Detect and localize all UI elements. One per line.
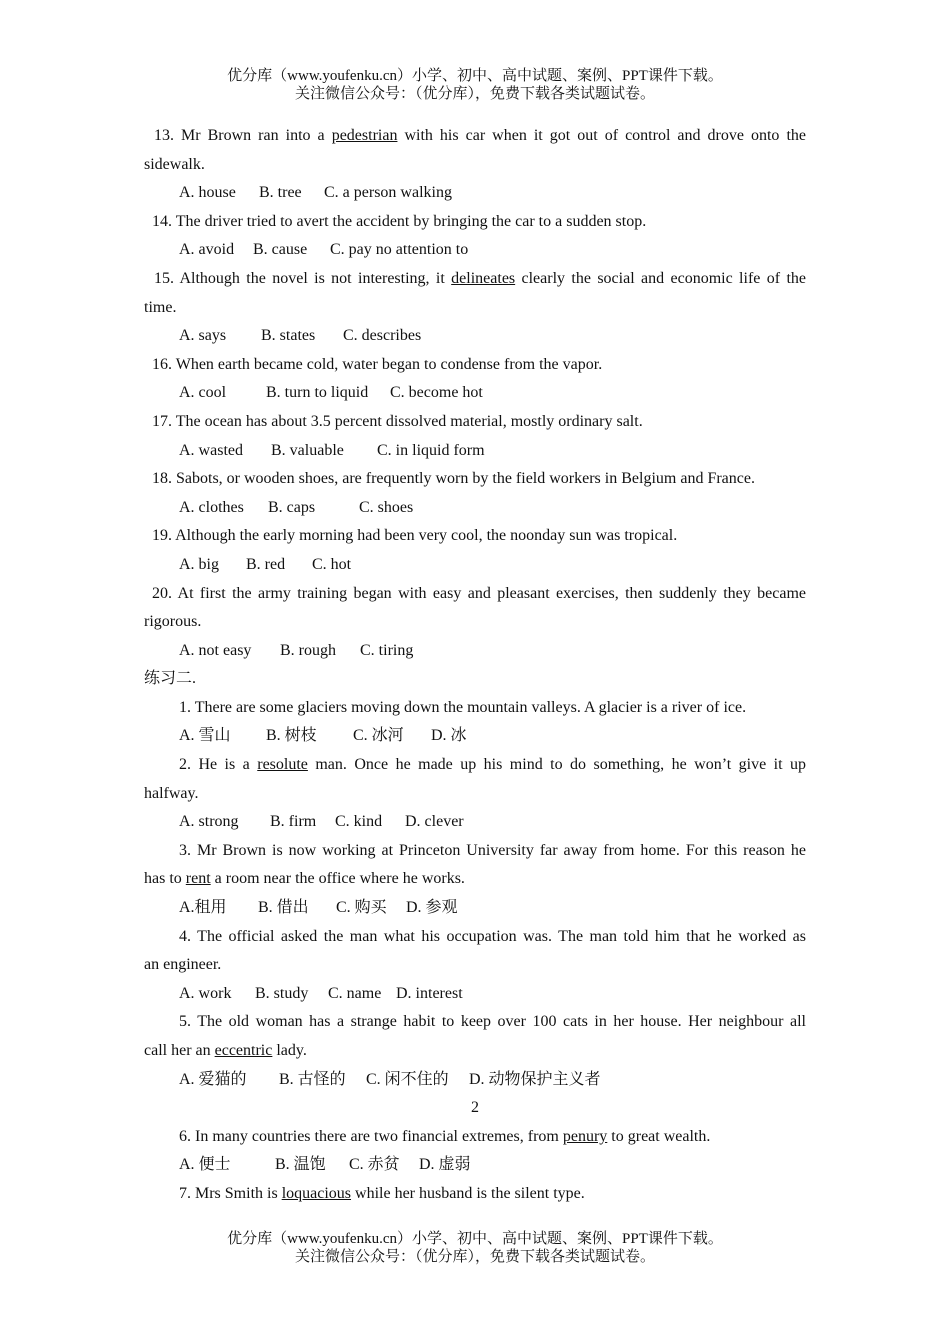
- q15-text-pre: 15. Although the novel is not interesting, it: [154, 269, 452, 287]
- option-c: C. hot: [312, 555, 352, 573]
- option-c: C. kind: [335, 813, 383, 831]
- option-c: C. tiring: [360, 641, 414, 659]
- question-14-options: [144, 236, 806, 265]
- exercise-5: 5. The old woman has a strange habit to keep over 100 cats in her house. Her neighbour all: [179, 1013, 806, 1031]
- underlined-word: penury: [562, 1127, 608, 1145]
- e7-text-post: while her husband is the silent type.: [351, 1184, 585, 1202]
- exercise-6: [144, 1123, 806, 1152]
- exercise-4-cont: an engineer.: [144, 956, 222, 974]
- page-footer: [0, 1230, 950, 1266]
- option-c: C. become hot: [390, 384, 483, 402]
- option-a: A. work: [179, 984, 232, 1002]
- option-d: D. 动物保护主义者: [469, 1070, 601, 1088]
- option-a: A. says: [179, 327, 227, 345]
- option-a: A. avoid: [179, 241, 235, 259]
- option-a: A. big: [179, 555, 219, 573]
- question-15-cont: time.: [144, 298, 177, 316]
- page-number: 2: [471, 1099, 479, 1117]
- option-b: B. cause: [253, 241, 308, 259]
- question-13-cont: sidewalk.: [144, 155, 205, 173]
- exercise-5-options: [144, 1066, 806, 1095]
- underlined-word: delineates: [451, 269, 516, 287]
- question-20: 20. At first the army training began with easy and pleasant exercises, then suddenly they became: [152, 584, 806, 602]
- e3-text-post: a room near the office where he works.: [210, 870, 465, 888]
- q15-text-post: clearly the social and economic life of the: [515, 269, 806, 287]
- option-d: D. clever: [405, 813, 464, 831]
- option-b: B. firm: [270, 813, 317, 831]
- option-c: C. in liquid form: [377, 441, 485, 459]
- exercise-6-options: [144, 1151, 806, 1180]
- option-c: C. describes: [343, 327, 422, 345]
- header-line-2: 关注微信公众号：（优分库），免费下载各类试题试卷。: [294, 86, 655, 102]
- exercise-3-options: [144, 894, 806, 923]
- option-b: B. rough: [280, 641, 336, 659]
- exercise-7: [144, 1180, 806, 1209]
- option-b: B. turn to liquid: [266, 384, 369, 402]
- footer-line-1: 优分库（www.youfenku.cn）小学、初中、高中试题、案例、PPT课件下载。: [227, 1231, 723, 1247]
- option-a: A. 雪山: [179, 727, 231, 745]
- option-b: B. 温饱: [275, 1156, 326, 1174]
- header-line-1: 优分库（www.youfenku.cn）小学、初中、高中试题、案例、PPT课件下载。: [227, 68, 723, 84]
- option-c: C. shoes: [359, 498, 414, 516]
- e5-text-pre: call her an: [144, 1042, 215, 1059]
- question-19-options: [144, 551, 806, 580]
- exercise-2-options: [144, 808, 806, 837]
- question-19: 19. Although the early morning had been very cool, the noonday sun was tropical.: [152, 527, 678, 545]
- e7-text-pre: 7. Mrs Smith is: [179, 1184, 282, 1202]
- document-body: [144, 122, 806, 1209]
- underlined-word: resolute: [257, 756, 308, 774]
- underlined-word: pedestrian: [331, 127, 398, 144]
- option-d: D. 冰: [431, 727, 467, 745]
- option-c: C. 闲不住的: [366, 1070, 449, 1088]
- option-c: C. 冰河: [353, 727, 404, 745]
- option-c: C. a person walking: [324, 184, 452, 202]
- underlined-word: rent: [185, 870, 211, 888]
- question-16: 16. When earth became cold, water began to condense from the vapor.: [152, 355, 603, 373]
- exercise-1-options: [144, 722, 806, 751]
- exercise-2: [144, 751, 806, 780]
- exercise-3-cont: [144, 865, 806, 894]
- section-title: 练习二.: [144, 670, 197, 688]
- option-b: B. 古怪的: [279, 1070, 346, 1088]
- question-20-cont: rigorous.: [144, 613, 202, 631]
- option-b: B. 树枝: [266, 727, 317, 745]
- exercise-4-options: [144, 980, 806, 1009]
- option-b: B. caps: [268, 498, 316, 516]
- question-15-options: [144, 322, 806, 351]
- question-17-options: [144, 437, 806, 466]
- e5-text-post: lady.: [272, 1042, 307, 1059]
- question-17: 17. The ocean has about 3.5 percent dissolved material, mostly ordinary salt.: [152, 412, 643, 430]
- option-b: B. tree: [259, 184, 302, 202]
- question-18: 18. Sabots, or wooden shoes, are frequently worn by the field workers in Belgium and France.: [152, 470, 755, 488]
- e6-text-post: to great wealth.: [607, 1127, 711, 1145]
- question-16-options: [144, 379, 806, 408]
- option-a: A. house: [179, 184, 236, 202]
- option-c: C. 赤贫: [349, 1156, 400, 1174]
- footer-line-2: 关注微信公众号：（优分库），免费下载各类试题试卷。: [294, 1249, 655, 1265]
- option-b: B. study: [255, 984, 309, 1002]
- option-b: B. valuable: [271, 441, 344, 459]
- e2-text-pre: 2. He is a: [179, 756, 258, 774]
- option-c: C. name: [328, 984, 382, 1002]
- option-d: D. 参观: [406, 899, 458, 917]
- option-b: B. red: [246, 555, 286, 573]
- exercise-5-cont: [144, 1037, 806, 1066]
- exercise-1: 1. There are some glaciers moving down the mountain valleys. A glacier is a river of ice.: [179, 698, 747, 716]
- option-d: D. 虚弱: [419, 1156, 471, 1174]
- option-c: C. 购买: [336, 899, 387, 917]
- option-a: A. 爱猫的: [179, 1070, 247, 1088]
- option-a: A. wasted: [179, 441, 243, 459]
- option-a: A.租用: [179, 899, 227, 917]
- option-a: A. cool: [179, 384, 227, 402]
- question-15: [144, 265, 806, 294]
- option-b: B. 借出: [258, 899, 309, 917]
- exercise-3: 3. Mr Brown is now working at Princeton University far away from home. For this reason he: [179, 841, 806, 859]
- e2-text-post: man. Once he made up his mind to do something, he won’t give it up: [307, 756, 806, 774]
- exercise-2-cont: halfway.: [144, 784, 199, 802]
- e3-text-pre: has to: [144, 870, 186, 888]
- option-a: A. 便士: [179, 1156, 231, 1174]
- question-13-options: [144, 179, 806, 208]
- underlined-word: eccentric: [214, 1042, 273, 1059]
- page-header: [0, 67, 950, 103]
- option-a: A. strong: [179, 813, 239, 831]
- question-13: [144, 122, 806, 151]
- q13-text-pre: 13. Mr Brown ran into a: [154, 127, 332, 144]
- question-18-options: [144, 494, 806, 523]
- option-d: D. interest: [396, 984, 463, 1002]
- question-20-options: [144, 637, 806, 666]
- option-b: B. states: [261, 327, 316, 345]
- option-c: C. pay no attention to: [330, 241, 469, 259]
- question-14: 14. The driver tried to avert the accident by bringing the car to a sudden stop.: [152, 212, 647, 230]
- option-a: A. not easy: [179, 641, 252, 659]
- option-a: A. clothes: [179, 498, 244, 516]
- underlined-word: loquacious: [281, 1184, 352, 1202]
- exercise-4: 4. The official asked the man what his occupation was. The man told him that he worked as: [179, 927, 806, 945]
- q13-text-post: with his car when it got out of control and drove onto the: [397, 127, 806, 144]
- e6-text-pre: 6. In many countries there are two financial extremes, from: [179, 1127, 563, 1145]
